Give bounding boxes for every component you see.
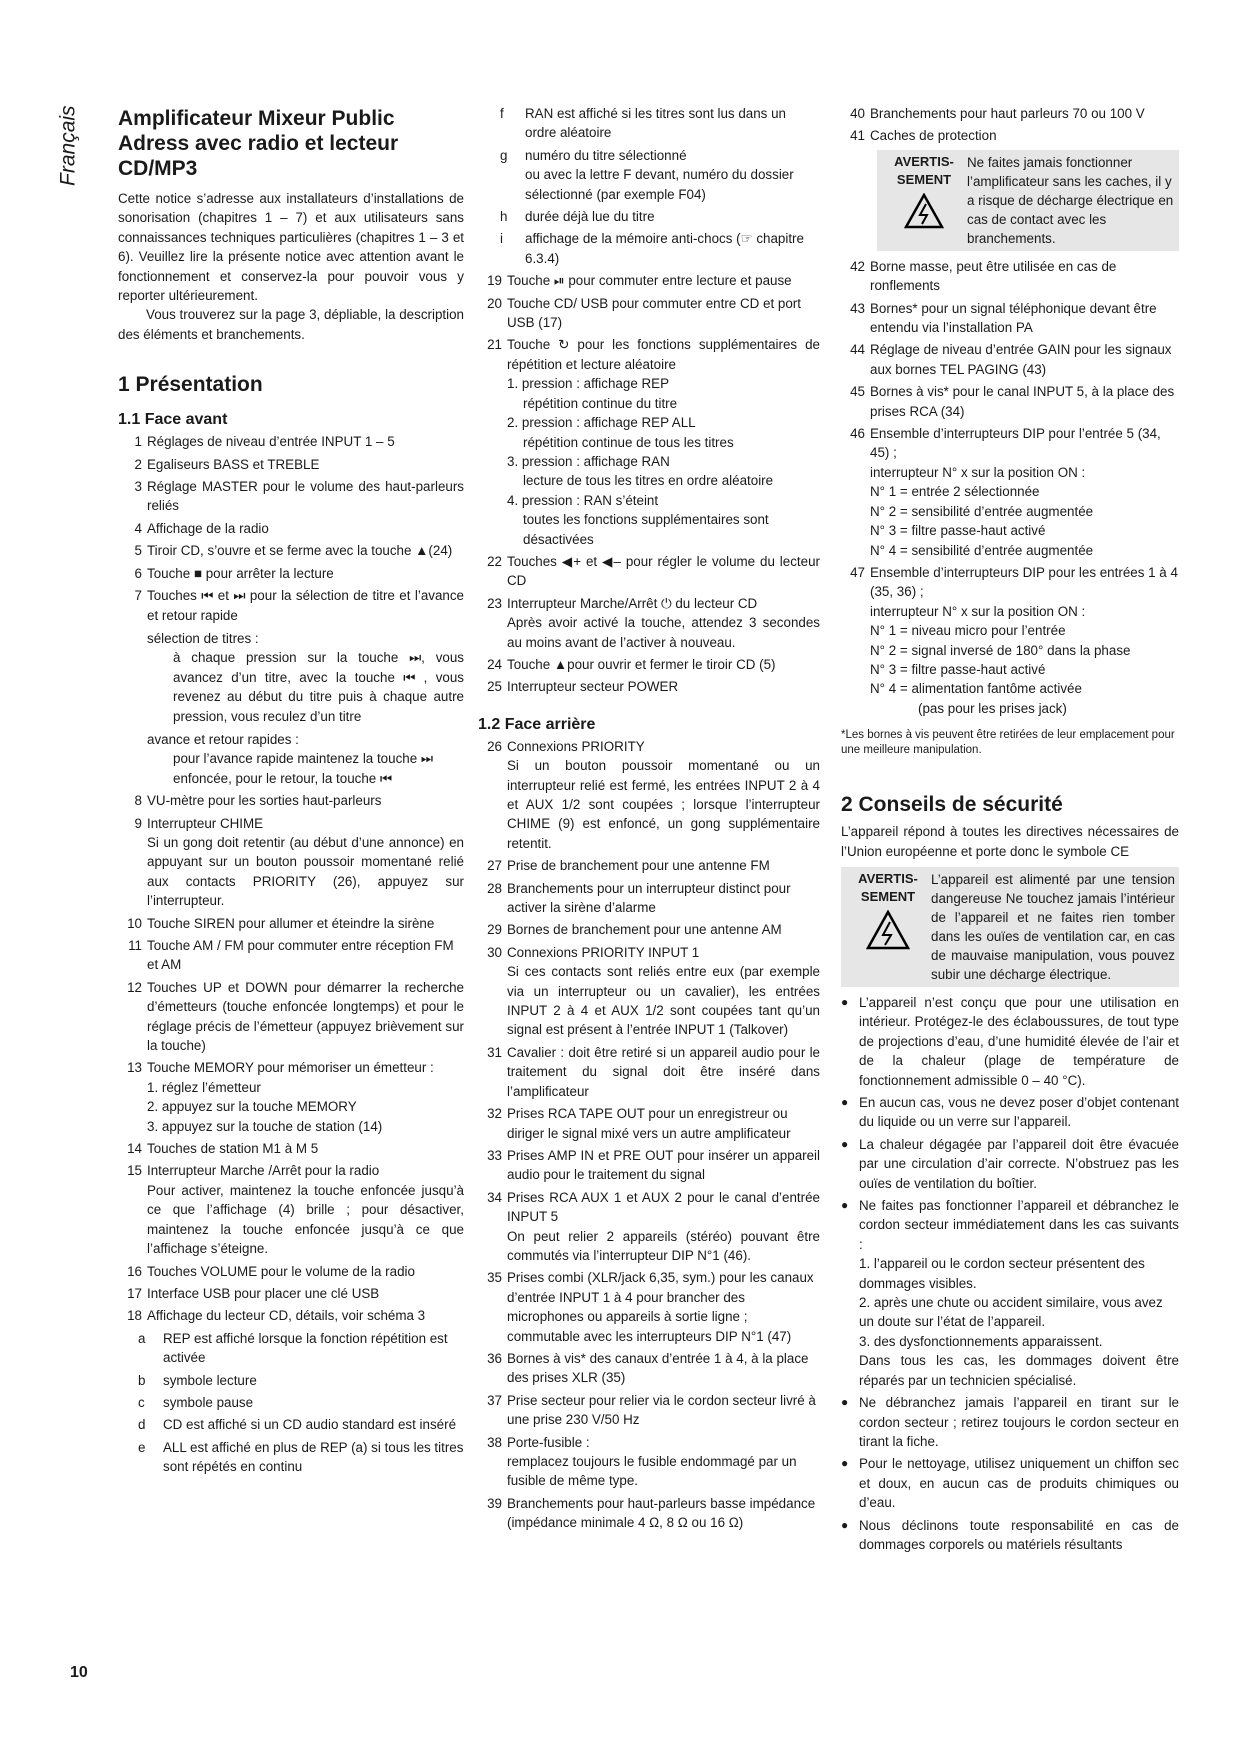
list-item: 16 Touches VOLUME pour le volume de la radio [127,1263,415,1279]
safety-intro: L’appareil répond à toutes les directives nécessaires de l’Union européenne et porte donc le symbole CE [841,824,1179,859]
electric-hazard-icon [904,193,944,229]
warning-box [877,150,1179,251]
list-item: ● La chaleur dégagée par l’appareil doit être évacuée par une circulation d’air correcte. N’obstruez pas les ouïes de ventilation du boîtier. [841,1136,1179,1191]
list-item: 10 Touche SIREN pour allumer et éteindre la sirène [127,915,435,931]
list-item: 26 Connexions PRIORITY Si un bouton poussoir momentané ou un interrupteur relié est fermé, les entrées INPUT 2 à 4 et AUX 1/2 sont coupées ; lorsque l’interrupteur CHIME (9) est enfoncé, un gong supplémentaire retentit. [487,738,820,851]
list-item: 35 Prises combi (XLR/jack 6,35, sym.) pour les canaux d’entrée INPUT 1 à 4 pour brancher des microphones ou appareils à sortie ligne ; commutable avec les interrupteurs DIP N°1 (47) [487,1270,814,1344]
list-item: 4 Affichage de la radio [134,520,269,536]
page-number: 10 [70,1664,88,1681]
list-item: 11 Touche AM / FM pour commuter entre réception FM et AM [128,938,454,973]
list-item: 27 Prise de branchement pour une antenne FM [487,858,770,874]
list-item: f RAN est affiché si les titres sont lus dans un ordre aléatoire [500,106,786,141]
column-2 [478,104,820,1536]
list-item: 28 Branchements pour un interrupteur distinct pour activer la sirène d’alarme [487,880,791,916]
list-item: 45 Bornes à vis* pour le canal INPUT 5, à la place des prises RCA (34) [850,384,1175,419]
list-item: 19 Touche ⏯ pour commuter entre lecture et pause [487,273,792,289]
list-item: 42 Borne masse, peut être utilisée en cas de ronflements [850,258,1117,294]
warning-label: AVERTIS- SEMENT [881,153,967,248]
electric-hazard-icon [866,910,910,950]
list-item: 47 Ensemble d’interrupteurs DIP pour les entrées 1 à 4 (35, 36) ; interrupteur N° x sur la position ON : N° 1 = niveau micro pour l’entrée N° 2 = signal inversé de 180° dans la phase N° 3 = filtre passe-haut activé N° 4 = alimentation fantôme activée (pas pour les prises jack) [850,564,1178,716]
list-item: 13 Touche MEMORY pour mémoriser un émetteur : 1. réglez l’émetteur 2. appuyez sur la touche MEMORY 3. appuyez sur la touche de station (14) [127,1060,434,1134]
list-item: 29 Bornes de branchement pour une antenne AM [487,922,782,938]
list-item: 36 Bornes à vis* des canaux d’entrée 1 à 4, à la place des prises XLR (35) [487,1350,809,1386]
list-item: 21 Touche ↻ pour les fonctions supplémentaires de répétition et lecture aléatoire 1. pression : affichage REP répétition continue du titre 2. pression : affichage REP ALL répétition continue de tous les titres 3. pression : affichage RAN lecture de tous les titres en ordre aléatoire 4. pression : RAN s’éteint toutes les fonctions supplémentaires sont désactivées [487,337,820,547]
list-item: 25 Interrupteur secteur POWER [487,679,679,695]
list-item: c symbole pause [138,1394,254,1410]
list-item: 17 Interface USB pour placer une clé USB [127,1285,380,1301]
list-item: 33 Prises AMP IN et PRE OUT pour insérer un appareil audio pour le traitement du signal [487,1147,820,1183]
list-item: ● Ne débranchez jamais l’appareil en tirant sur le cordon secteur ; retirez toujours le cordon secteur en tirant la fiche. [841,1395,1179,1449]
list-item: d CD est affiché si un CD audio standard est inséré [138,1417,457,1433]
list-item: 31 Cavalier : doit être retiré si un appareil audio pour le traitement du signal doit être inséré dans l’amplificateur [487,1044,820,1099]
list-item: 44 Réglage de niveau d’entrée GAIN pour les signaux aux bornes TEL PAGING (43) [850,342,1172,377]
list-item: i affichage de la mémoire anti-chocs (☞ chapitre 6.3.4) [500,231,804,266]
list-item: g numéro du titre sélectionné ou avec la lettre F devant, numéro du dossier sélectionné (par exemple F04) [500,147,794,202]
list-item: 34 Prises RCA AUX 1 et AUX 2 pour le canal d’entrée INPUT 5 On peut relier 2 appareils (stéréo) pouvant être commutés via l’interrupteur DIP N°1 (46). [487,1189,820,1263]
list-item: 3 Réglage MASTER pour le volume des haut-parleurs reliés [134,479,464,514]
column-3 [841,104,1179,1557]
list-item: 8 VU-mètre pour les sorties haut-parleurs [134,793,382,809]
language-label: Français [56,105,80,186]
warning-label-2: AVERTIS- SEMENT [845,870,931,984]
list-item: ● En aucun cas, vous ne devez poser d’objet contenant du liquide ou un verre sur l’appareil. [841,1095,1179,1130]
list-item: 14 Touches de station M1 à M 5 [127,1141,319,1157]
heading-securite: 2 Conseils de sécurité [841,793,1063,817]
list-item: 7 Touches ⏮ et ⏭ pour la sélection de titre et l’avance et retour rapide sélection de titres : à chaque pression sur la touche ⏭, vous avancez d’un titre, avec la touche ⏮ , vous revenez au début du titre puis à chaque autre pression, vous reculez d’un titre avance et retour rapides : pour l’avance rapide maintenez la touche ⏭ enfoncée, pour le retour, la touche ⏮ [134,588,464,786]
list-item: 1 Réglages de niveau d’entrée INPUT 1 – 5 [134,434,395,450]
list-item: ● Ne faites pas fonctionner l’appareil et débranchez le cordon secteur immédiatement dans les cas suivants : 1. l’appareil ou le cordon secteur présentent des dommages visibles. 2. après une chute ou accident similaire, vous avez un doute sur l’état de l’appareil. 3. des dysfonctionnements apparaissent. Dans tous les cas, les dommages doivent être réparés par un technicien spécialisé. [841,1198,1179,1388]
list-item: 40 Branchements pour haut parleurs 70 ou 100 V [850,106,1145,121]
list-item: 38 Porte-fusible : remplacez toujours le fusible endommagé par un fusible de même type. [487,1434,797,1489]
list-item: 30 Connexions PRIORITY INPUT 1 Si ces contacts sont reliés entre eux (par exemple via un interrupteur ou un cavalier), les entrées INPUT 2 à 4 et AUX 1/2 sont coupées tant qu’un signal est présent à l’entrée INPUT 1 (Talkover) [487,944,820,1038]
list-item: 20 Touche CD/ USB pour commuter entre CD et port USB (17) [487,295,801,331]
list-item: 2 Egaliseurs BASS et TREBLE [134,456,320,472]
heading-presentation: 1 Présentation [118,373,263,397]
list-item: ● L’appareil n’est conçu que pour une utilisation en intérieur. Protégez-le des éclaboussures, de tout type de projections d’eau, d’une humidité élevée de l’air et de la chaleur (plage de température de fonctionnement admissible 0 – 40 °C). [841,994,1179,1088]
warning-text-2: L’appareil est alimenté par une tension dangereuse Ne touchez jamais l’intérieur de l’appareil et ne faites rien tomber dans les ouïes de ventilation car, en cas de mauvaise manipulation, vous pouvez subir une décharge électrique. [931,871,1175,982]
list-item: 37 Prise secteur pour relier via le cordon secteur livré à une prise 230 V/50 Hz [487,1392,816,1428]
warning-box-2 [841,867,1179,987]
list-item: 23 Interrupteur Marche/Arrêt ⏻ du lecteur CD Après avoir activé la touche, attendez 3 secondes au moins avant de l’activer à nouveau. [487,595,820,650]
list-item: 18 Affichage du lecteur CD, détails, voir schéma 3 [127,1308,426,1324]
list-item: ● Pour le nettoyage, utilisez uniquement un chiffon sec et doux, en aucun cas de produits chimiques ou d’eau. [841,1456,1179,1511]
heading-face-avant: 1.1 Face avant [118,411,228,429]
document-title: Amplificateur Mixeur Public Adress avec radio et lecteur CD/MP3 [118,107,399,180]
list-item: e ALL est affiché en plus de REP (a) si tous les titres sont répétés en continu [138,1439,464,1475]
list-item: ● Nous déclinons toute responsabilité en cas de dommages corporels ou matériels résultants [841,1517,1179,1552]
footnote: *Les bornes à vis peuvent être retirées de leur emplacement pour une meilleure manipulation. [841,729,1175,757]
list-item: b symbole lecture [138,1372,257,1388]
list-item: 43 Bornes* pour un signal téléphonique devant être entendu via l’installation PA [850,300,1157,336]
list-item: 46 Ensemble d’interrupteurs DIP pour l’entrée 5 (34, 45) ; interrupteur N° x sur la position ON : N° 1 = entrée 2 sélectionnée N° 2 = sensibilité d’entrée augmentée N° 3 = filtre passe-haut activé N° 4 = sensibilité d’entrée augmentée [850,426,1161,558]
list-item: 6 Touche ■ pour arrêter la lecture [134,565,334,581]
list-item: 22 Touches ◀+ et ◀– pour régler le volume du lecteur CD [487,553,820,589]
intro-paragraph: Cette notice s’adresse aux installateurs d’installations de sonorisation (chapitres 1 – 7) et aux utilisateurs sans connaissances techniques particulières (chapitres 1 – 3 et 6). Veuillez lire la présente notice avec attention avant le fonctionnement et conservez-la pour pouvoir vous y reporter ultérieurement. [118,191,464,304]
language-tab [58,100,92,200]
heading-face-arriere: 1.2 Face arrière [478,715,596,733]
list-item: h durée déjà lue du titre [500,209,655,225]
warning-text: Ne faites jamais fonctionner l’amplificateur sans les caches, il y a risque de décharge électrique en cas de contact avec les branchements. [967,154,1174,246]
list-item: 9 Interrupteur CHIME Si un gong doit retentir (au début d’une annonce) en appuyant sur un bouton poussoir momentané relié aux contacts PRIORITY (26), appuyez sur l’interrupteur. [134,815,464,909]
list-item: 15 Interrupteur Marche /Arrêt pour la radio Pour activer, maintenez la touche enfoncée jusqu’à ce que l’affichage (4) brille ; pour désactiver, maintenez la touche enfoncée jusqu’à ce que l’affichage s’éteigne. [127,1163,464,1257]
column-1 [118,106,464,1480]
list-item: a REP est affiché lorsque la fonction répétition est activée [138,1330,448,1366]
list-item: 39 Branchements pour haut-parleurs basse impédance (impédance minimale 4 Ω, 8 Ω ou 16 Ω) [487,1495,816,1531]
intro-paragraph-2: Vous trouverez sur la page 3, dépliable, la description des éléments et branchements. [118,307,464,342]
list-item: 12 Touches UP et DOWN pour démarrer la recherche d’émetteurs (touche enfoncée longtemps) et pour le réglage précis de l’émetteur (appuyez brièvement sur la touche) [127,979,464,1054]
list-item: 41 Caches de protection [850,128,997,144]
list-item: 24 Touche ▲pour ouvrir et fermer le tiroir CD (5) [487,656,776,672]
list-item: 32 Prises RCA TAPE OUT pour un enregistreur ou diriger le signal mixé vers un autre amplificateur [487,1106,791,1141]
list-item: 5 Tiroir CD, s’ouvre et se ferme avec la touche ▲(24) [134,543,453,559]
